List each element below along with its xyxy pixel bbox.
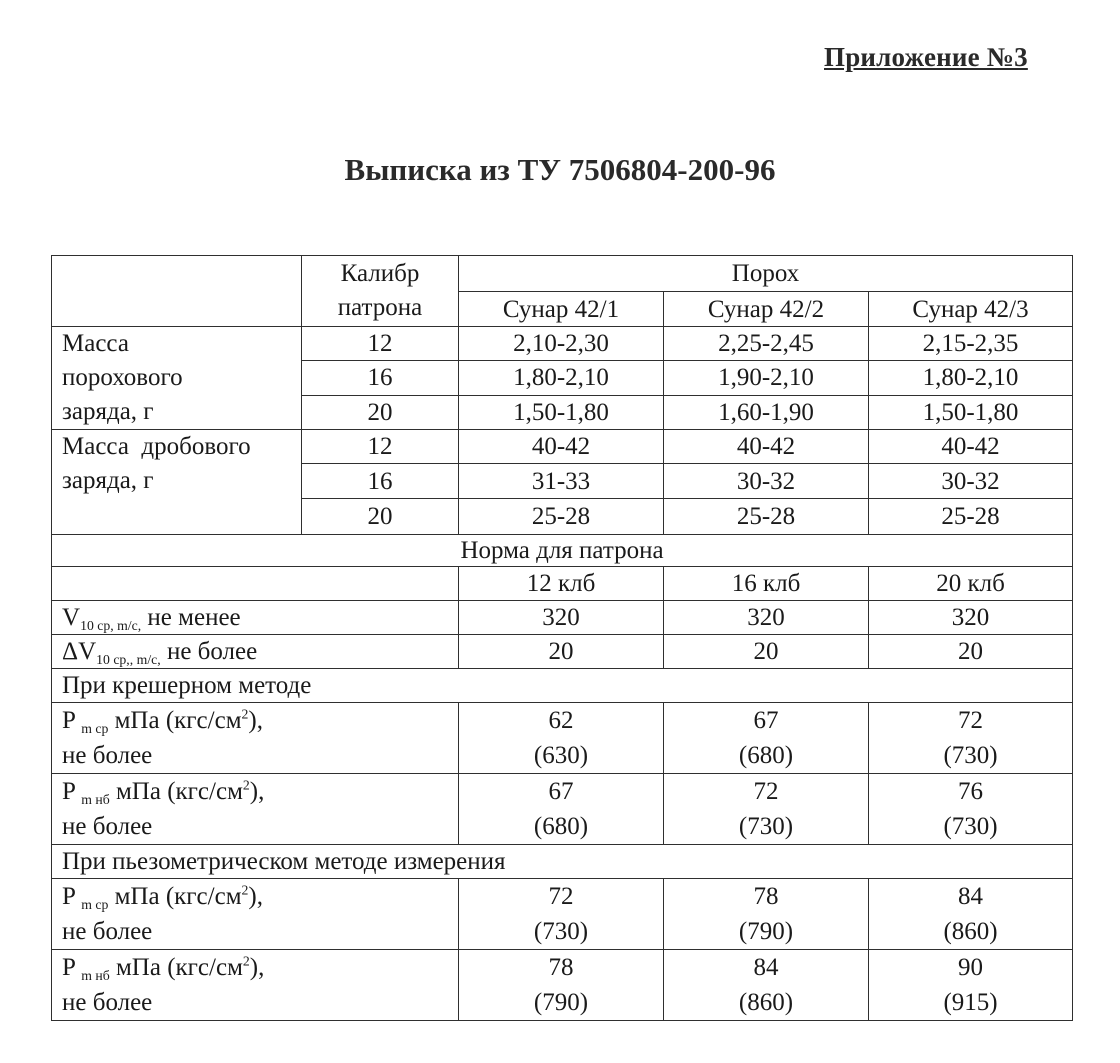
norm-heading-row xyxy=(52,535,1073,567)
pressure-subscript: m ср xyxy=(81,896,109,912)
caliber-value: 16 xyxy=(302,361,459,395)
table-cell: 40-42 xyxy=(664,430,869,464)
table-cell: 25-28 xyxy=(869,499,1073,535)
table-cell: 320 xyxy=(459,601,664,635)
pressure-label-line-1 xyxy=(62,774,448,809)
dv10-label xyxy=(52,635,459,669)
pressure-power: 2 xyxy=(242,953,250,969)
table-cell: 320 xyxy=(869,601,1073,635)
pressure-row xyxy=(52,703,1073,774)
table-cell: 2,15-2,35 xyxy=(869,327,1073,361)
pressure-subscript: m нб xyxy=(81,967,110,983)
table-cell: 1,80-2,10 xyxy=(869,361,1073,395)
table-cell: 30-32 xyxy=(869,464,1073,499)
table-row xyxy=(52,430,1073,464)
powder-mass-label xyxy=(52,327,302,430)
pressure-label xyxy=(52,774,459,845)
pressure-row xyxy=(52,950,1073,1021)
caliber-header xyxy=(302,256,459,327)
table-row xyxy=(52,327,1073,361)
table-cell: 40-42 xyxy=(869,430,1073,464)
piezo-heading-row xyxy=(52,845,1073,879)
powder-mass-label-line: заряда, г xyxy=(62,398,154,425)
pressure-value xyxy=(459,774,664,845)
v10-row xyxy=(52,601,1073,635)
pressure-value xyxy=(869,950,1073,1021)
pressure-label xyxy=(52,703,459,774)
norm-heading: Норма для патрона xyxy=(52,535,1073,567)
pressure-power: 2 xyxy=(241,706,249,722)
pressure-mpa: 72 xyxy=(548,883,574,910)
table-cell: 25-28 xyxy=(664,499,869,535)
caliber-header-line-1: Калибр xyxy=(340,260,420,287)
pressure-kgf: (630) xyxy=(533,742,589,769)
pressure-close: ), xyxy=(248,707,263,734)
appendix-label: Приложение №3 xyxy=(824,42,1028,72)
caliber-value: 20 xyxy=(302,499,459,535)
table-cell: 2,10-2,30 xyxy=(459,327,664,361)
pressure-value xyxy=(869,774,1073,845)
pressure-unit: мПа (кгс/см xyxy=(108,707,242,734)
dv10-symbol: ΔV xyxy=(62,638,97,665)
pressure-value xyxy=(459,950,664,1021)
dv10-row xyxy=(52,635,1073,669)
powder-mass-label-line: Масса xyxy=(62,330,129,357)
table-cell: 1,50-1,80 xyxy=(459,395,664,429)
shot-mass-label xyxy=(52,430,302,535)
pressure-label xyxy=(52,950,459,1021)
pressure-kgf: (730) xyxy=(533,918,589,945)
pressure-label-line-2: не более xyxy=(62,742,153,769)
pressure-value xyxy=(459,703,664,774)
pressure-symbol: P xyxy=(62,778,82,805)
powder-name: Сунар 42/1 xyxy=(459,292,664,327)
shot-mass-label-line: заряда, г xyxy=(62,467,154,494)
pressure-label-line-1 xyxy=(62,879,448,914)
pressure-close: ), xyxy=(249,778,265,805)
pressure-kgf: (730) xyxy=(943,813,998,840)
pressure-label-line-1 xyxy=(62,950,448,985)
shot-mass-label-line: Масса дробового xyxy=(62,433,251,460)
pressure-subscript: m нб xyxy=(81,791,110,807)
pressure-close: ), xyxy=(249,954,265,981)
crusher-heading: При крешерном методе xyxy=(52,669,1073,703)
dv10-suffix: не более xyxy=(160,638,258,665)
table-cell: 20 xyxy=(664,635,869,669)
pressure-kgf: (915) xyxy=(943,989,998,1016)
pressure-value xyxy=(459,879,664,950)
v10-subscript: 10 ср, m/c, xyxy=(80,617,142,633)
pressure-symbol: P xyxy=(62,707,82,734)
pressure-mpa: 90 xyxy=(958,954,984,981)
crusher-heading-row xyxy=(52,669,1073,703)
pressure-mpa: 84 xyxy=(958,883,984,910)
pressure-mpa: 78 xyxy=(753,883,779,910)
pressure-label-line-2: не более xyxy=(62,813,153,840)
pressure-value xyxy=(664,879,869,950)
pressure-row xyxy=(52,774,1073,845)
pressure-subscript: m ср xyxy=(81,720,109,736)
powder-mass-label-line: порохового xyxy=(62,364,183,391)
pressure-unit: мПа (кгс/см xyxy=(108,883,242,910)
pressure-kgf: (680) xyxy=(533,813,589,840)
pressure-power: 2 xyxy=(241,882,249,898)
norm-caliber-row xyxy=(52,567,1073,601)
specification-table xyxy=(51,255,1073,1021)
pressure-kgf: (790) xyxy=(738,918,794,945)
pressure-mpa: 67 xyxy=(753,707,779,734)
norm-empty-cell xyxy=(52,567,459,601)
norm-caliber: 16 клб xyxy=(664,567,869,601)
pressure-value xyxy=(869,879,1073,950)
pressure-close: ), xyxy=(248,883,263,910)
piezo-heading: При пьезометрическом методе измерения xyxy=(52,845,1073,879)
pressure-kgf: (860) xyxy=(943,918,998,945)
table-cell: 1,60-1,90 xyxy=(664,395,869,429)
pressure-label-line-2: не более xyxy=(62,918,153,945)
pressure-power: 2 xyxy=(242,777,250,793)
table-cell: 40-42 xyxy=(459,430,664,464)
pressure-value xyxy=(664,774,869,845)
table-cell: 20 xyxy=(869,635,1073,669)
caliber-header-line-2: патрона xyxy=(337,294,423,321)
pressure-kgf: (730) xyxy=(738,813,794,840)
pressure-mpa: 76 xyxy=(958,778,984,805)
pressure-kgf: (680) xyxy=(738,742,794,769)
pressure-label-line-1 xyxy=(62,703,448,738)
pressure-mpa: 78 xyxy=(548,954,574,981)
pressure-value xyxy=(869,703,1073,774)
table-cell: 320 xyxy=(664,601,869,635)
v10-label xyxy=(52,601,459,635)
pressure-symbol: P xyxy=(62,954,82,981)
table-cell: 2,25-2,45 xyxy=(664,327,869,361)
pressure-unit: мПа (кгс/см xyxy=(109,954,243,981)
powder-name: Сунар 42/2 xyxy=(664,292,869,327)
v10-suffix: не менее xyxy=(141,604,241,631)
table-cell: 1,80-2,10 xyxy=(459,361,664,395)
caliber-value: 12 xyxy=(302,327,459,361)
caliber-value: 20 xyxy=(302,395,459,429)
powder-name: Сунар 42/3 xyxy=(869,292,1073,327)
pressure-unit: мПа (кгс/см xyxy=(109,778,243,805)
table-cell: 20 xyxy=(459,635,664,669)
table-cell: 25-28 xyxy=(459,499,664,535)
pressure-value xyxy=(664,703,869,774)
pressure-mpa: 72 xyxy=(753,778,779,805)
pressure-mpa: 72 xyxy=(958,707,984,734)
pressure-mpa: 67 xyxy=(548,778,574,805)
pressure-symbol: P xyxy=(62,883,82,910)
pressure-kgf: (730) xyxy=(943,742,998,769)
pressure-row xyxy=(52,879,1073,950)
table-cell: 31-33 xyxy=(459,464,664,499)
pressure-mpa: 62 xyxy=(548,707,574,734)
caliber-value: 16 xyxy=(302,464,459,499)
table-cell: 1,50-1,80 xyxy=(869,395,1073,429)
table-cell: 1,90-2,10 xyxy=(664,361,869,395)
pressure-label-line-2: не более xyxy=(62,989,153,1016)
powder-header: Порох xyxy=(459,256,1073,292)
table-cell: 30-32 xyxy=(664,464,869,499)
pressure-kgf: (790) xyxy=(533,989,589,1016)
pressure-kgf: (860) xyxy=(738,989,794,1016)
dv10-subscript: 10 ср,, m/c, xyxy=(96,651,161,667)
pressure-label xyxy=(52,879,459,950)
caliber-value: 12 xyxy=(302,430,459,464)
document-title-text: Выписка из ТУ 7506804-200-96 xyxy=(344,152,776,187)
header-empty-cell xyxy=(52,256,302,327)
header-row-1 xyxy=(52,256,1073,292)
pressure-value xyxy=(664,950,869,1021)
norm-caliber: 12 клб xyxy=(459,567,664,601)
v10-symbol: V xyxy=(62,604,81,631)
norm-caliber: 20 клб xyxy=(869,567,1073,601)
document-title xyxy=(0,152,1120,188)
pressure-mpa: 84 xyxy=(753,954,779,981)
